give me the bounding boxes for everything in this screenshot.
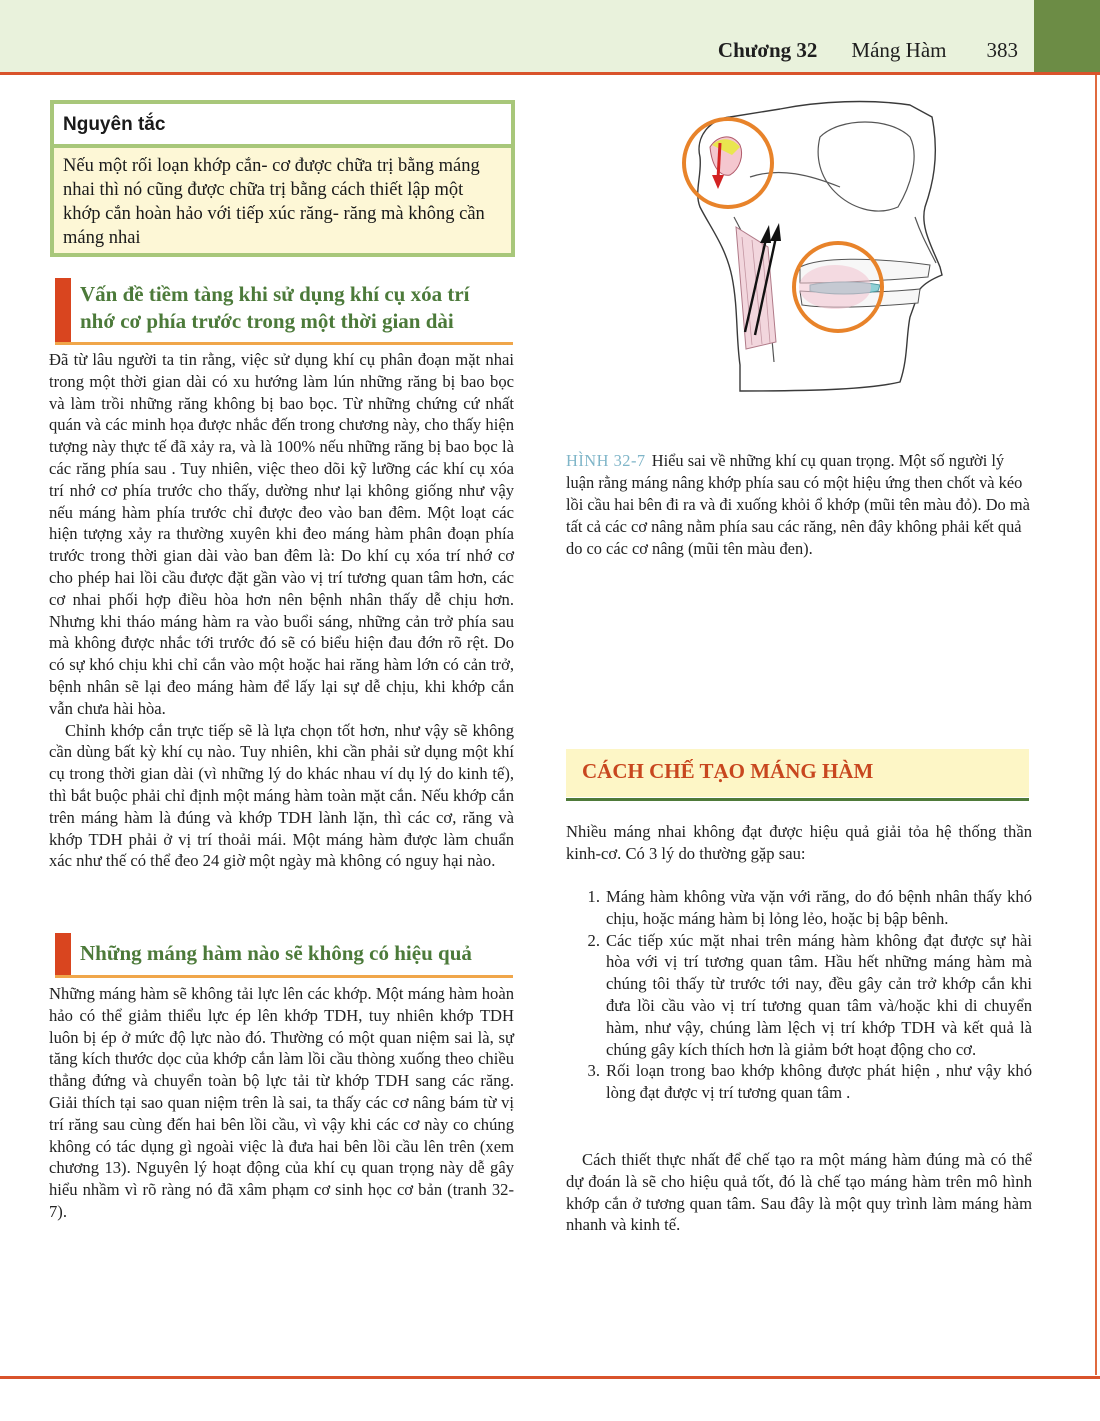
list-item bbox=[566, 930, 1032, 1061]
figure-caption-text: Hiểu sai về những khí cụ quan trọng. Một số người lý luận rằng máng nâng khớp phía sau có một hiệu ứng then chốt và kéo lồi cầu hai bên đi ra và đi xuống khỏi ổ khớp (mũi tên màu đỏ). Do mà tất cả các cơ nâng nằm phía sau các răng, nên đây không phải kết quả do co các cơ nâng (mũi tên màu đen). bbox=[566, 451, 1030, 558]
section3-closing bbox=[566, 1149, 1032, 1236]
chapter-title: Máng Hàm bbox=[851, 38, 947, 62]
list-number: 1. bbox=[587, 887, 600, 906]
section-heading-line: Những máng hàm nào sẽ không có hiệu quả bbox=[80, 941, 472, 965]
side-rule bbox=[1095, 75, 1097, 1375]
header-rule bbox=[0, 72, 1100, 75]
corner-tab bbox=[1034, 0, 1100, 72]
section-heading-underline bbox=[55, 975, 513, 978]
list-item bbox=[566, 1060, 1032, 1104]
paragraph: Đã từ lâu người ta tin rằng, việc sử dụng khí cụ phân đoạn mặt nhai trong một thời gian dài có xu hướng làm lún những răng bị bao bọc và làm trồi những răng không bị bao bọc. Từ những chứng cứ nhất quán và các minh họa được nhắc đến trong chương này, cho thấy hiện tượng này thực tế đã xảy ra, và là 100% nếu những răng bị bao bọc là các răng phía sau . Tuy nhiên, việc theo dõi kỹ lưỡng các khí cụ xóa trí nhớ cơ phía trước cho thấy, dường như lại không giống như vậy nếu máng hàm phía trước chỉ được đeo vào ban đêm. Một loạt các hiện tượng xảy ra thường xuyên khi đeo máng hàm phân đoạn phía trước trong thời gian dài vào ban đêm là: Do khí cụ xóa trí nhớ cơ cho phép hai lồi cầu được đặt gần vào vị trí tương quan tâm hơn, các cơ nhai phối hợp điều hòa hơn nên bệnh nhân thấy dễ chịu hơn. Nhưng khi tháo máng hàm ra vào buổi sáng, những cản trở phía sau mà không được nhắc tới trước đó sẽ có biểu hiện đau đớn rõ rệt. Do có sự khó chịu khi chỉ cắn vào một hoặc hai răng hàm lớn có cản trở, bệnh nhân sẽ lại đeo máng hàm để lấy lại sự dễ chịu, khi khớp cắn vẫn chưa hài hòa. bbox=[49, 350, 514, 718]
list-item bbox=[566, 886, 1032, 930]
section-heading-line: Vấn đề tiềm tàng khi sử dụng khí cụ xóa trí bbox=[80, 282, 470, 306]
running-header bbox=[718, 38, 1018, 63]
section-heading-line: nhớ cơ phía trước trong một thời gian dài bbox=[80, 309, 454, 333]
list-text: Các tiếp xúc mặt nhai trên máng hàm không đạt được sự hài hòa với vị trí tương quan tâm. Hầu hết những máng hàm mà chúng tôi thấy từ trước tới nay, đều gây cản trở khớp cắn khi đưa lồi cầu vào vị trí tương quan tâm và/hoặc khi di chuyển hàm, như vậy, chúng làm lệch vị trí khớp TDH và kết quả là chúng gây kích thích hơn là giảm bớt hoạt động cho cơ. bbox=[606, 930, 1032, 1059]
paragraph: Những máng hàm sẽ không tải lực lên các khớp. Một máng hàm hoàn hảo có thể giảm thiểu lực ép lên khớp TDH, tuy nhiên khớp TDH luôn bị ép ở mức độ lực nào đó. Thường có một quan niệm sai là, sự tăng kích thước dọc của khớp cắn làm lồi cầu thòng xuống theo chiều thẳng đứng và chuyển toàn bộ lực tải từ khớp TDH sang các răng. Giải thích tại sao quan niệm trên là sai, ta thấy các cơ nâng bám từ vị trí răng sau cùng đến hai bên lồi cầu, vì vậy khi các cơ này co chúng không có tác dụng gì ngoài việc là đưa hai bên lồi cầu lên trên (xem chương 13). Nguyên lý hoạt động của khí cụ quan trọng này dễ gây hiểu nhầm vì rõ ràng nó đã xâm phạm cơ sinh học cơ bản (tranh 32-7). bbox=[49, 984, 514, 1221]
list-number: 2. bbox=[587, 930, 600, 950]
paragraph: Chỉnh khớp cắn trực tiếp sẽ là lựa chọn tốt hơn, như vậy sẽ không cần dùng bất kỳ khí cụ nào. Tuy nhiên, khi cần phải sử dụng một khí cụ trong thời gian dài (vì những lý do khác nhau ví dụ lý do kinh tế), thì bắt buộc phải chỉ định một máng hàm toàn mặt cắn. Nếu khớp cắn trên máng hàm là đúng và khớp TDH lành lặn, thì các cơ, răng và khớp TDH phải ở vị trí thoải mái. Một máng hàm được làm chuẩn xác như thế có thể đeo 24 giờ một ngày mà không có nguy hại nào. bbox=[49, 720, 514, 871]
paragraph: Cách thiết thực nhất để chế tạo ra một máng hàm đúng mà có thể dự đoán là sẽ cho hiệu quả tốt, đó là chế tạo máng hàm trên mô hình khớp cắn ở tương quan tâm. Sau đây là một quy trình làm máng hàm nhanh và kinh tế. bbox=[566, 1150, 1032, 1235]
figure-label: HÌNH 32-7 bbox=[566, 451, 646, 470]
figure-skull-illustration bbox=[670, 97, 955, 397]
principle-text: Nếu một rối loạn khớp cắn- cơ được chữa trị bằng máng nhai thì nó cũng được chữa trị bằng cách thiết lập một khớp cắn hoàn hảo với tiếp xúc răng- răng mà không cần máng nhai bbox=[54, 148, 511, 253]
chapter-label: Chương 32 bbox=[717, 38, 818, 62]
section3-intro bbox=[566, 821, 1032, 865]
section2-body bbox=[49, 983, 514, 1223]
section-heading-anterior-deprogrammer bbox=[55, 278, 515, 342]
list-number: 3. bbox=[587, 1061, 600, 1081]
reasons-list bbox=[566, 886, 1032, 1104]
page-number: 383 bbox=[986, 38, 1018, 62]
paragraph: Nhiều máng nhai không đạt được hiệu quả giải tỏa hệ thống thần kinh-cơ. Có 3 lý do thường gặp sau: bbox=[566, 822, 1032, 863]
section-heading-splint-fabrication: CÁCH CHẾ TẠO MÁNG HÀM bbox=[566, 749, 1029, 797]
principle-box bbox=[50, 100, 515, 257]
section-heading-underline bbox=[566, 798, 1029, 801]
principle-title: Nguyên tắc bbox=[54, 104, 511, 144]
figure-caption bbox=[566, 450, 1032, 560]
section-heading-underline bbox=[55, 342, 513, 345]
list-text: Máng hàm không vừa vặn với răng, do đó bệnh nhân thấy khó chịu, hoặc máng hàm bị lỏng lẻo, hoặc bị bập bênh. bbox=[606, 887, 1032, 928]
section-heading-ineffective-splints bbox=[55, 933, 515, 975]
footer-rule bbox=[0, 1376, 1100, 1379]
section1-body bbox=[49, 349, 514, 872]
list-text: Rối loạn trong bao khớp không được phát hiện , như vậy khó lòng đạt được vị trí tương quan tâm . bbox=[606, 1061, 1032, 1103]
